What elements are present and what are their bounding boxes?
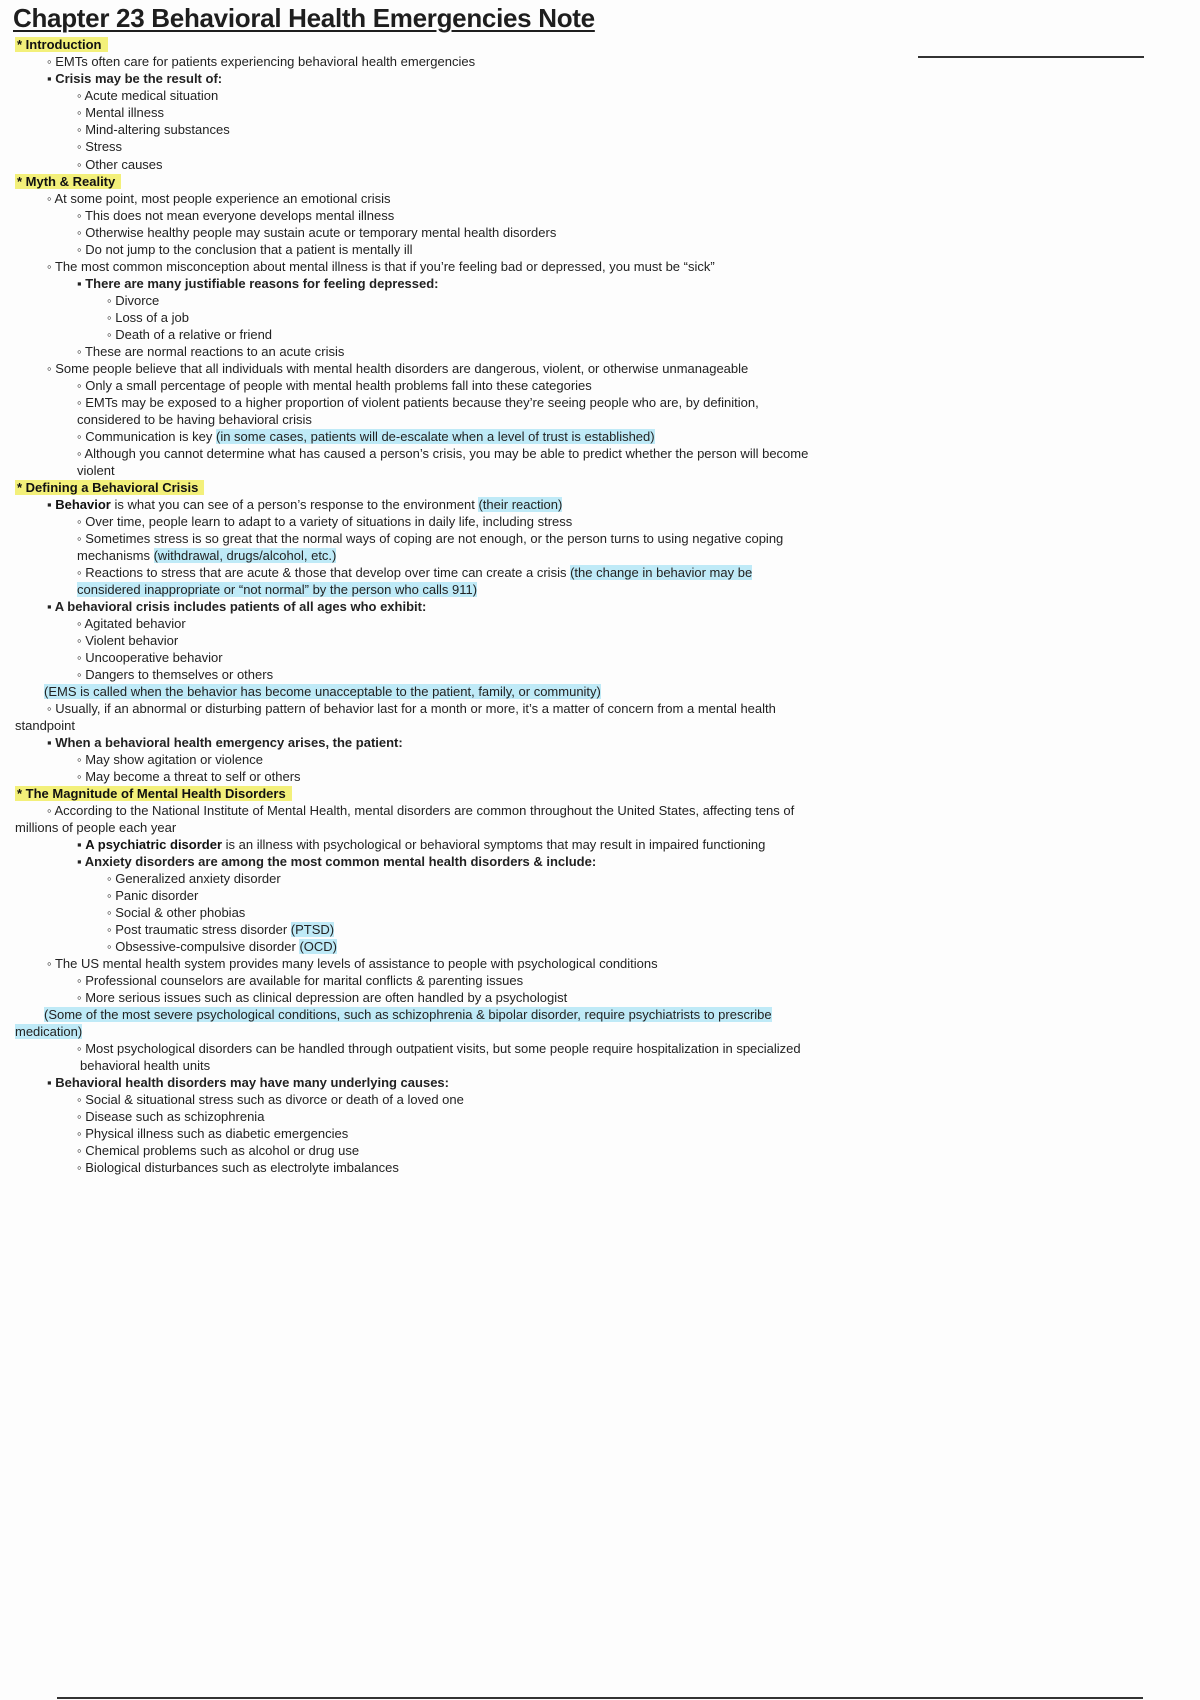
- note-line: [77, 513, 572, 530]
- line-text: ◦ May show agitation or violence: [77, 752, 263, 767]
- line-text: ◦ Mental illness: [77, 105, 164, 120]
- note-line: [44, 683, 601, 700]
- line-text: considered to be having behavioral crisis: [77, 412, 312, 427]
- note-line: [77, 632, 178, 649]
- line-text: ◦ Panic disorder: [107, 888, 199, 903]
- note-line: [77, 241, 413, 258]
- note-line: [15, 819, 176, 836]
- note-line: [77, 462, 115, 479]
- line-text: ◦ These are normal reactions to an acute crisis: [77, 344, 345, 359]
- line-text: ▪ Behavioral health disorders may have many underlying causes:: [47, 1075, 449, 1090]
- bullet-marker: ▪: [77, 837, 86, 852]
- section-heading: [15, 479, 204, 496]
- line-text: ◦ Social & other phobias: [107, 905, 246, 920]
- line-text: ◦ Uncooperative behavior: [77, 650, 223, 665]
- line-text: ◦ Sometimes stress is so great that the normal ways of coping are not enough, or the person turns to using negative coping: [77, 531, 784, 546]
- section-heading-text: * Myth & Reality: [15, 174, 121, 189]
- bottom-divider: [57, 1697, 1143, 1699]
- section-heading-text: * Defining a Behavioral Crisis: [15, 480, 204, 495]
- note-line: [77, 666, 273, 683]
- note-line: [77, 564, 752, 581]
- note-line: [77, 343, 344, 360]
- section-heading-text: * The Magnitude of Mental Health Disorders: [15, 786, 292, 801]
- note-line: [77, 428, 655, 445]
- note-line: [80, 1057, 210, 1074]
- note-line: [47, 258, 715, 275]
- section-heading: [15, 785, 292, 802]
- line-text: ◦ This does not mean everyone develops mental illness: [77, 208, 395, 223]
- note-line: [77, 751, 263, 768]
- note-line: [77, 411, 312, 428]
- line-text: is what you can see of a person’s response to the environment: [110, 497, 479, 512]
- line-text: ◦ EMTs often care for patients experiencing behavioral health emergencies: [47, 54, 476, 69]
- line-text: ◦ Mind-altering substances: [77, 122, 230, 137]
- section-heading-text: * Introduction: [15, 37, 108, 52]
- line-text: violent: [77, 463, 115, 478]
- note-line: [77, 768, 301, 785]
- line-text: ◦ Most psychological disorders can be handled through outpatient visits, but some people require hospitalization in specialized: [77, 1041, 801, 1056]
- line-text: ◦ At some point, most people experience an emotional crisis: [47, 191, 391, 206]
- note-line: [77, 394, 759, 411]
- term: Behavior: [55, 497, 111, 512]
- line-text: millions of people each year: [15, 820, 177, 835]
- note-line: [77, 156, 163, 173]
- note-line: [77, 1142, 359, 1159]
- note-line: [77, 1040, 801, 1057]
- highlighted-note: (OCD): [299, 939, 338, 954]
- note-line: [107, 870, 281, 887]
- note-line: [47, 700, 776, 717]
- line-text: ◦ Biological disturbances such as electrolyte imbalances: [77, 1160, 399, 1175]
- note-line: [77, 377, 592, 394]
- line-text: ◦ Death of a relative or friend: [107, 327, 273, 342]
- note-line: [47, 70, 222, 87]
- highlighted-note: (withdrawal, drugs/alcohol, etc.): [153, 548, 337, 563]
- page-title: Chapter 23 Behavioral Health Emergencies Note: [13, 3, 595, 33]
- note-line: [47, 360, 748, 377]
- line-text: ◦ May become a threat to self or others: [77, 769, 301, 784]
- note-line: [77, 581, 477, 598]
- highlighted-note: (Some of the most severe psychological conditions, such as schizophrenia & bipolar disorder, require psychiatrists to prescribe: [44, 1007, 772, 1022]
- line-text: ◦ More serious issues such as clinical depression are often handled by a psychologist: [77, 990, 568, 1005]
- note-line: [77, 1108, 264, 1125]
- line-text: ◦ Although you cannot determine what has caused a person’s crisis, you may be able to predict whether the person will become: [77, 446, 809, 461]
- highlighted-note: (PTSD): [290, 922, 335, 937]
- line-text: ◦ Obsessive-compulsive disorder: [107, 939, 300, 954]
- note-line: [77, 972, 523, 989]
- line-text: ◦ Some people believe that all individuals with mental health disorders are dangerous, violent, or otherwise unmanageable: [47, 361, 749, 376]
- line-text: ◦ Dangers to themselves or others: [77, 667, 274, 682]
- line-text: ▪ There are many justifiable reasons for feeling depressed:: [77, 276, 439, 291]
- line-text: ◦ Professional counselors are available for marital conflicts & parenting issues: [77, 973, 524, 988]
- note-line: [77, 275, 439, 292]
- note-line: [107, 904, 245, 921]
- line-text: ◦ Chemical problems such as alcohol or drug use: [77, 1143, 360, 1158]
- note-line: [77, 989, 567, 1006]
- line-text: mechanisms: [77, 548, 154, 563]
- note-line: [77, 104, 164, 121]
- note-line: [77, 853, 596, 870]
- note-line: [77, 207, 394, 224]
- highlighted-note: (their reaction): [478, 497, 563, 512]
- note-line: [44, 1006, 772, 1023]
- line-text: ◦ Generalized anxiety disorder: [107, 871, 281, 886]
- note-line: [47, 598, 426, 615]
- line-text: ◦ The most common misconception about mental illness is that if you’re feeling bad or depressed, you must be “sick”: [47, 259, 715, 274]
- note-line: [107, 921, 334, 938]
- note-line: [77, 224, 556, 241]
- highlighted-note: (the change in behavior may be: [570, 565, 753, 580]
- note-line: [107, 887, 198, 904]
- line-text: ▪ Crisis may be the result of:: [47, 71, 223, 86]
- line-text: ▪ Anxiety disorders are among the most common mental health disorders & include:: [77, 854, 597, 869]
- line-text: ▪ When a behavioral health emergency arises, the patient:: [47, 735, 403, 750]
- bullet-marker: ▪: [47, 497, 56, 512]
- note-line: [77, 615, 186, 632]
- line-text: ◦ Communication is key: [77, 429, 216, 444]
- line-text: ◦ Do not jump to the conclusion that a patient is mentally ill: [77, 242, 413, 257]
- highlighted-note: (in some cases, patients will de-escalate when a level of trust is established): [216, 429, 655, 444]
- line-text: ◦ According to the National Institute of Mental Health, mental disorders are common throughout the United States, affecting tens of: [47, 803, 795, 818]
- line-text: ◦ Post traumatic stress disorder: [107, 922, 291, 937]
- note-line: [77, 121, 230, 138]
- note-line: [77, 87, 218, 104]
- line-text: ◦ EMTs may be exposed to a higher proportion of violent patients because they’re seeing people who are, by definition,: [77, 395, 759, 410]
- note-line: [47, 955, 658, 972]
- note-line: [77, 1125, 348, 1142]
- note-line: [77, 547, 336, 564]
- note-line: [77, 1159, 399, 1176]
- note-line: [47, 802, 794, 819]
- line-text: ◦ Stress: [77, 139, 123, 154]
- line-text: ◦ Reactions to stress that are acute & those that develop over time can create a crisis: [77, 565, 571, 580]
- line-text: ◦ Loss of a job: [107, 310, 189, 325]
- note-line: [107, 326, 272, 343]
- note-line: [47, 1074, 449, 1091]
- note-line: [107, 938, 337, 955]
- highlighted-note: considered inappropriate or “not normal” by the person who calls 911): [77, 582, 478, 597]
- line-text: ◦ Agitated behavior: [77, 616, 186, 631]
- note-line: [77, 138, 122, 155]
- note-line: [77, 836, 765, 853]
- line-text: ◦ Social & situational stress such as divorce or death of a loved one: [77, 1092, 464, 1107]
- line-text: ◦ Disease such as schizophrenia: [77, 1109, 265, 1124]
- note-line: [47, 53, 475, 70]
- highlighted-note: medication): [15, 1024, 83, 1039]
- line-text: is an illness with psychological or behavioral symptoms that may result in impaired functioning: [222, 837, 766, 852]
- line-text: behavioral health units: [80, 1058, 211, 1073]
- line-text: ◦ Acute medical situation: [77, 88, 219, 103]
- note-line: [77, 1091, 464, 1108]
- section-heading: [15, 173, 121, 190]
- note-line: [15, 1023, 82, 1040]
- top-divider: [918, 56, 1144, 58]
- note-line: [47, 496, 562, 513]
- line-text: ◦ Violent behavior: [77, 633, 179, 648]
- line-text: ◦ Divorce: [107, 293, 160, 308]
- note-line: [77, 530, 783, 547]
- line-text: ◦ Only a small percentage of people with mental health problems fall into these categories: [77, 378, 592, 393]
- note-line: [107, 292, 159, 309]
- note-line: [47, 734, 403, 751]
- line-text: ▪ A behavioral crisis includes patients of all ages who exhibit:: [47, 599, 427, 614]
- line-text: ◦ Usually, if an abnormal or disturbing pattern of behavior last for a month or more, it’s a matter of concern from a mental health: [47, 701, 776, 716]
- line-text: ◦ Physical illness such as diabetic emergencies: [77, 1126, 349, 1141]
- note-line: [47, 190, 391, 207]
- line-text: standpoint: [15, 718, 75, 733]
- line-text: ◦ Other causes: [77, 157, 163, 172]
- section-heading: [15, 36, 108, 53]
- line-text: ◦ The US mental health system provides many levels of assistance to people with psychological conditions: [47, 956, 658, 971]
- note-line: [77, 445, 808, 462]
- line-text: ◦ Over time, people learn to adapt to a variety of situations in daily life, including stress: [77, 514, 573, 529]
- note-line: [77, 649, 223, 666]
- note-line: [15, 717, 75, 734]
- note-line: [107, 309, 189, 326]
- term: A psychiatric disorder: [85, 837, 223, 852]
- line-text: ◦ Otherwise healthy people may sustain acute or temporary mental health disorders: [77, 225, 557, 240]
- highlighted-note: (EMS is called when the behavior has become unacceptable to the patient, family, or community): [44, 684, 601, 699]
